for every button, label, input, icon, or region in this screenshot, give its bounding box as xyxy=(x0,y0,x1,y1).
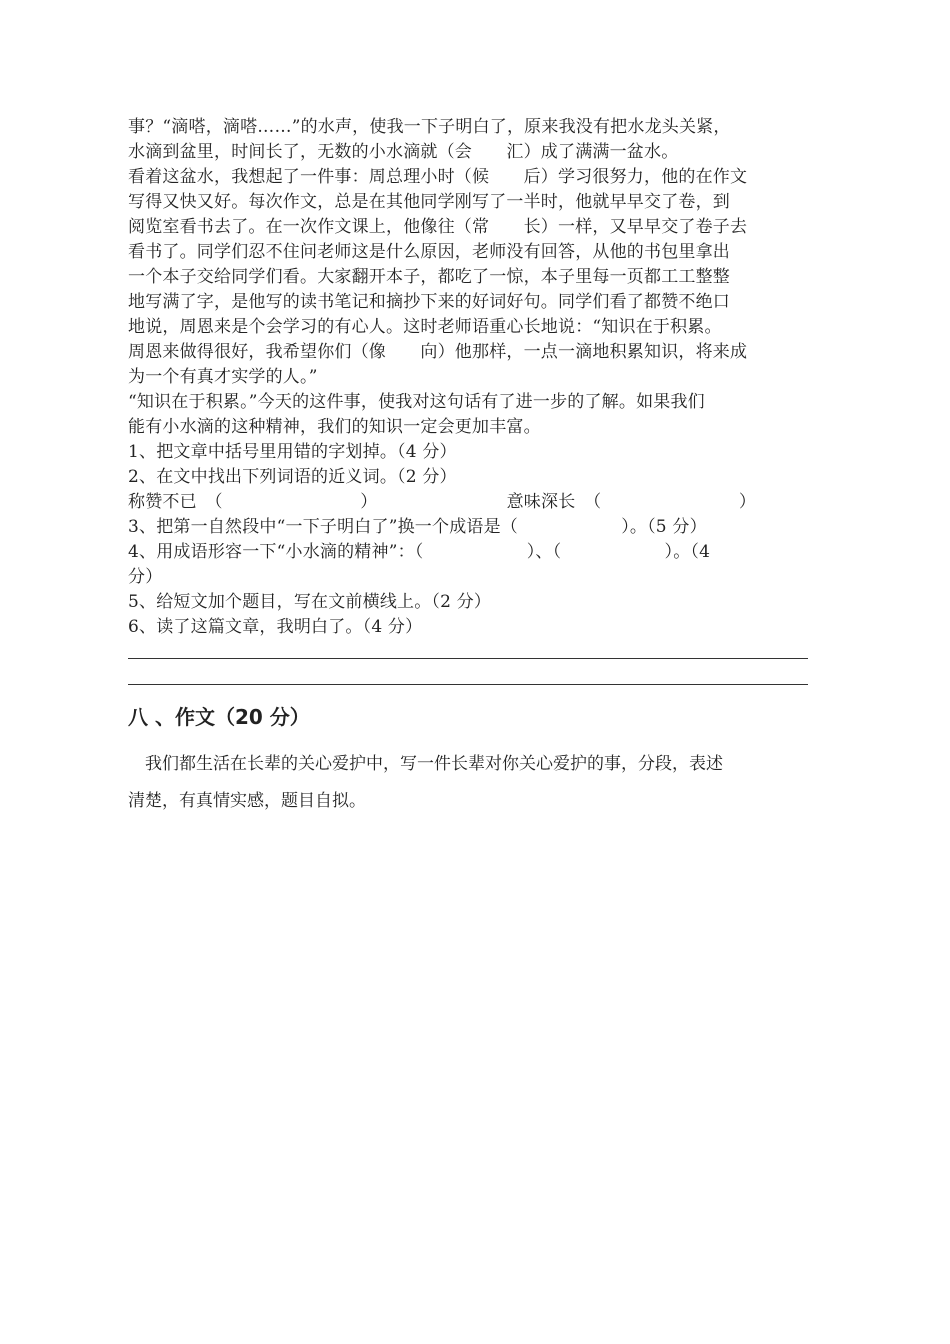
composition-prompt-line: 我们都生活在长辈的关心爱护中，写一件长辈对你关心爱护的事，分段，表述 xyxy=(128,754,723,774)
question-6: 6、读了这篇文章，我明白了。（4 分） xyxy=(128,617,423,637)
question-4-cont: 分） xyxy=(128,567,163,587)
composition-prompt-line: 清楚，有真情实感，题目自拟。 xyxy=(128,791,366,811)
section-heading: 八 、作文（20 分） xyxy=(128,705,310,729)
passage-line: 为一个有真才实学的人。” xyxy=(128,367,318,387)
passage-line: 看着这盆水，我想起了一件事：周总理小时（候 后）学习很努力，他的在作文 xyxy=(128,167,748,187)
passage-line: 周恩来做得很好，我希望你们（像 向）他那样，一点一滴地积累知识，将来成 xyxy=(128,342,748,362)
passage-line: 写得又快又好。每次作文，总是在其他同学刚写了一半时，他就早早交了卷，到 xyxy=(128,192,730,212)
question-5: 5、给短文加个题目，写在文前横线上。（2 分） xyxy=(128,592,492,612)
passage-line: 事？“滴嗒，滴嗒……”的水声，使我一下子明白了，原来我没有把水龙头关紧， xyxy=(128,117,731,137)
passage-line: 阅览室看书去了。在一次作文课上，他像往（常 长）一样，又早早交了卷子去 xyxy=(128,217,748,237)
passage-line: 看书了。同学们忍不住问老师这是什么原因，老师没有回答，从他的书包里拿出 xyxy=(128,242,730,262)
passage-line: 能有小水滴的这种精神，我们的知识一定会更加丰富。 xyxy=(128,417,541,437)
passage-line: 地写满了字，是他写的读书笔记和摘抄下来的好词好句。同学们看了都赞不绝口 xyxy=(128,292,730,312)
question-2-items: 称赞不已 （ ） 意味深长 （ ） xyxy=(128,492,757,512)
question-4: 4、用成语形容一下“小水滴的精神”：（ ）、（ ）。（4 xyxy=(128,542,711,562)
answer-line xyxy=(128,684,808,685)
question-3: 3、把第一自然段中“一下子明白了”换一个成语是（ ）。（5 分） xyxy=(128,517,707,537)
passage-line: 一个本子交给同学们看。大家翻开本子，都吃了一惊，本子里每一页都工工整整 xyxy=(128,267,730,287)
passage-line: 水滴到盆里，时间长了，无数的小水滴就（会 汇）成了满满一盆水。 xyxy=(128,142,679,162)
answer-line xyxy=(128,658,808,659)
passage-line: “知识在于积累。”今天的这件事，使我对这句话有了进一步的了解。如果我们 xyxy=(128,392,705,412)
question-2: 2、在文中找出下列词语的近义词。（2 分） xyxy=(128,467,457,487)
question-1: 1、把文章中括号里用错的字划掉。（4 分） xyxy=(128,442,457,462)
passage-line: 地说，周恩来是个会学习的有心人。这时老师语重心长地说：“知识在于积累。 xyxy=(128,317,722,337)
